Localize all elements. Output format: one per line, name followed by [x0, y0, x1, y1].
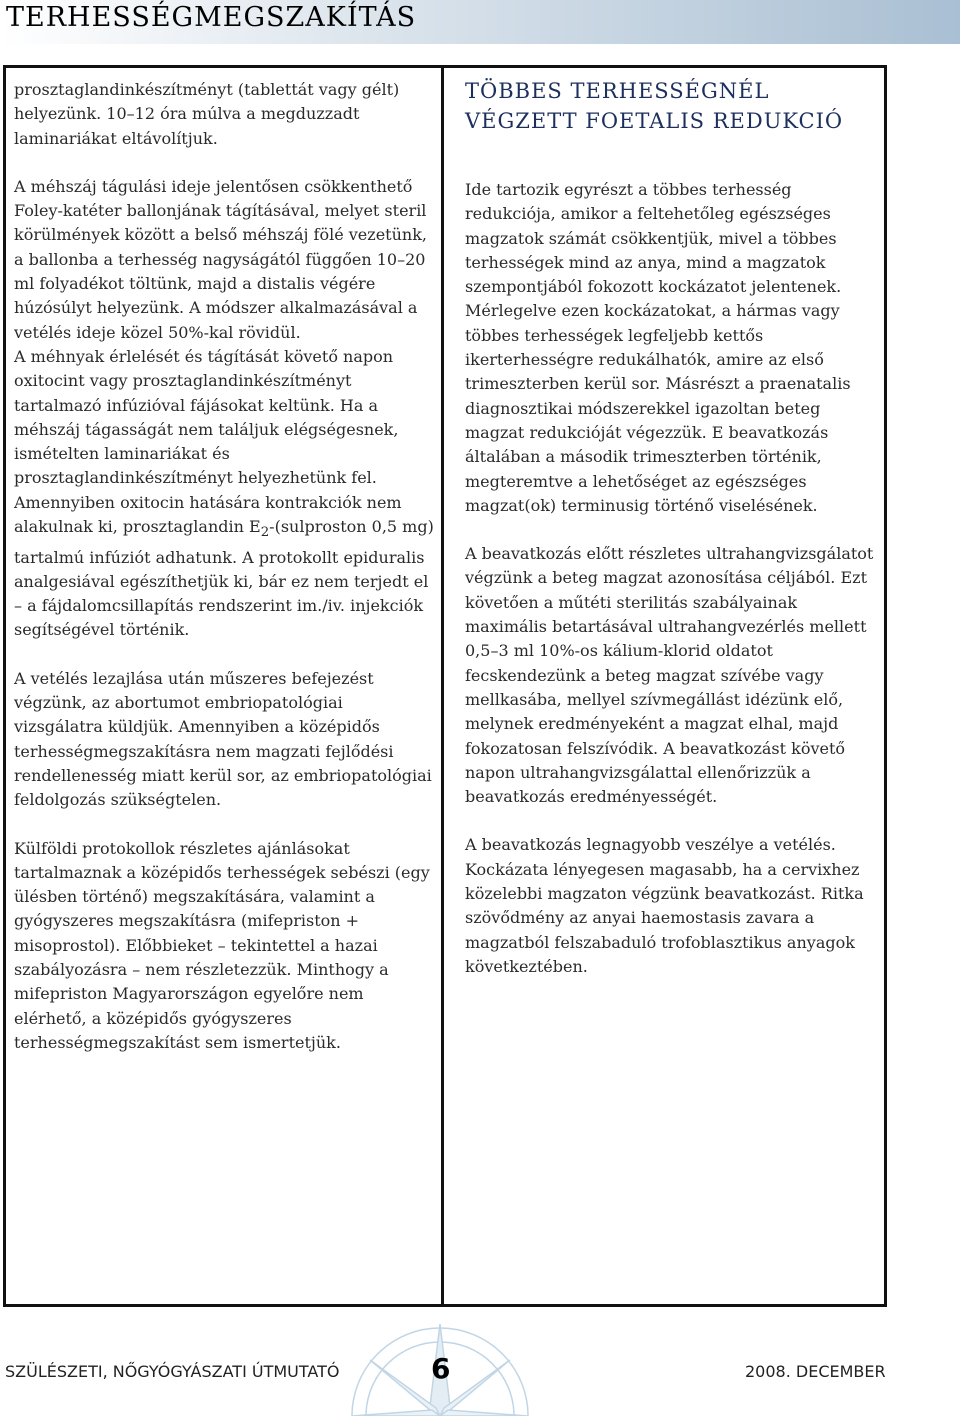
right-paragraph-2: A beavatkozás előtt részletes ultrahangvizsgálatot végzünk a beteg magzat azonosítása céljából. Ezt követően a műtéti sterilitás szabályainak maximális betartásával ultrahangvezérlés mellett 0,5–3 ml 10%-os kálium-klorid oldatot fecskendezünk a beteg magzat szívébe vagy mellkasába, mellyel szívmegállást idézünk elő, melynek eredményeként a magzat elhal, majd fokozatosan felszívódik. A beavatkozást követő napon ultrahangvizsgálattal ellenőrizzük a beavatkozás eredményességét.	[465, 544, 874, 807]
footer-date: 2008. DECEMBER	[745, 1362, 886, 1381]
left-paragraph-4: A vetélés lezajlása után műszeres befejezést végzünk, az abortumot embriopatológiai vizsgálatra küldjük. Amennyiben a középidős terhességmegszakításra nem magzati fejlődési rendellenesség miatt kerül sor, az embriopatológiai feldolgozás szükségtelen.	[14, 668, 432, 810]
page-number: 6	[431, 1352, 451, 1385]
left-paragraph-2: A méhszáj tágulási ideje jelentősen csökkenthető Foley-katéter ballonjának tágításával, melyet steril körülmények között a belső méhszáj fölé vezetünk, a ballonba a terhesség nagyságától függően 10–20 ml folyadékot töltünk, majd a distalis végére húzósúlyt helyezünk. A módszer alkalmazásával a vetélés ideje közel 50%-kal rövidül.	[14, 176, 427, 342]
left-paragraph-3-text: A méhnyak érlelését és tágítását követő napon oxitocint vagy prosztaglandinkészítményt tartalmazó infúzióval fájásokat keltünk. Ha a méhszáj tágasságát nem találjuk elégségesnek, ismételten laminariákat és prosztaglandinkészítményt helyezhetünk fel. Amennyiben oxitocin hatására kontrakciók nem alakulnak ki, prosztaglandin E	[14, 346, 402, 537]
right-column	[465, 178, 875, 979]
section-title: TÖBBES TERHESSÉGNÉL VÉGZETT FOETALIS REDUKCIÓ	[465, 79, 844, 133]
left-paragraph-3	[14, 345, 434, 643]
column-divider	[441, 65, 444, 1307]
right-paragraph-1: Ide tartozik egyrészt a többes terhesség redukciója, amikor a feltehetőleg egészséges magzatok számát csökkentjük, mivel a többes terhességek mind az anya, mind a magzatok szempontjából fokozott kockázatot jelentenek. Mérlegelve ezen kockázatokat, a hármas vagy többes terhességek legfeljebb kettős ikerterhességre redukálhatók, amire az első trimeszterben kerül sor. Másrészt a praenatalis diagnosztikai módszerekkel igazoltan beteg magzat redukcióját végezzük. E beavatkozás általában a második trimeszterben történik, megteremtve a lehetőséget az egészséges magzat(ok) terminusig történő viselésének.	[465, 180, 851, 515]
left-paragraph-3-text-cont: -(sulproston 0,5 mg) tartalmú infúziót adhatunk. A protokollt epiduralis analgesiával egészíthetjük ki, bár ez nem terjedt el – a fájdalomcsillapítás rendszerint im./iv. injekciók segítségével történik.	[14, 517, 434, 640]
subscript-2: 2	[260, 525, 270, 541]
left-paragraph-5: Külföldi protokollok részletes ajánlásokat tartalmaznak a középidős terhességek sebészi (egy ülésben történő) megszakítására, valamint a gyógyszeres megszakításra (mifepriston + misoprostol). Előbbieket – tekintettel a hazai szabályozásra – nem részletezzük. Minthogy a mifepriston Magyarországon egyelőre nem elérhető, a középidős gyógyszeres terhességmegszakítást sem ismertetjük.	[14, 838, 430, 1052]
left-paragraph-1: prosztaglandinkészítményt (tablettát vagy gélt) helyezünk. 10–12 óra múlva a megduzzadt laminariákat eltávolítjuk.	[14, 80, 400, 148]
left-column	[14, 78, 434, 1055]
page-title: TERHESSÉGMEGSZAKÍTÁS	[6, 2, 417, 33]
right-paragraph-3: A beavatkozás legnagyobb veszélye a vetélés. Kockázata lényegesen magasabb, ha a cervixhez közelebbi magzaton végzünk beavatkozást. Ritka szövődmény az anyai haemostasis zavara a magzatból felszabaduló trofoblasztikus anyagok következtében.	[465, 835, 864, 976]
footer-publication: SZÜLÉSZETI, NŐGYÓGYÁSZATI ÚTMUTATÓ	[5, 1362, 340, 1381]
